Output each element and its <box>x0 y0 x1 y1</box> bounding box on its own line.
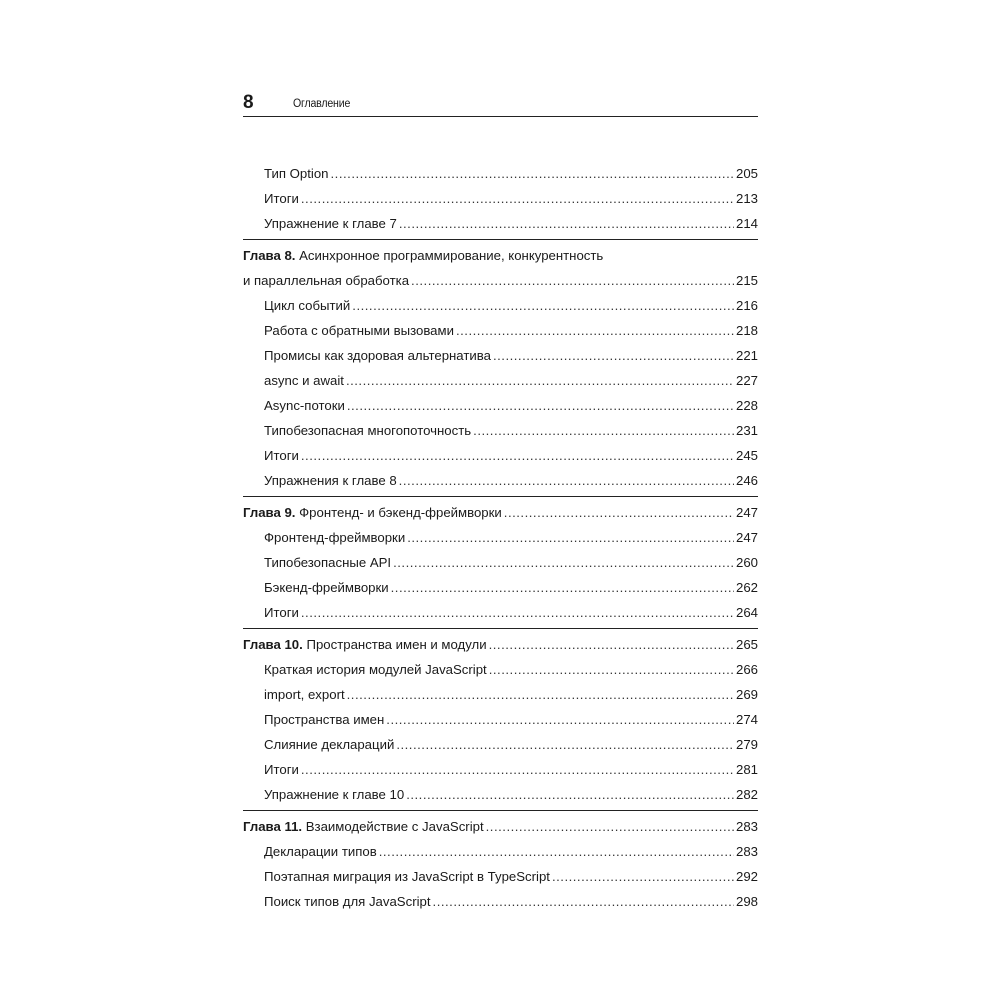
leader-dots <box>486 814 734 839</box>
toc-entry[interactable] <box>243 682 758 707</box>
toc-entry-page: 218 <box>735 323 758 338</box>
toc-entry-page: 213 <box>735 191 758 206</box>
toc-entry[interactable] <box>243 757 758 782</box>
chapter-title-line[interactable] <box>243 243 758 268</box>
chapter-divider <box>243 496 758 497</box>
toc-entry-title: Итоги <box>264 762 299 777</box>
chapter-label: Глава 11. <box>243 819 303 834</box>
chapter-divider <box>243 239 758 240</box>
toc-entry[interactable] <box>243 186 758 211</box>
toc-entry-title: Типобезопасные API <box>264 555 392 570</box>
leader-dots <box>391 575 734 600</box>
toc-entry[interactable] <box>243 889 758 914</box>
toc-entry-title: Тип Option <box>264 166 329 181</box>
chapter-title: Асинхронное программирование, конкурентность <box>295 248 604 263</box>
leader-dots <box>552 864 734 889</box>
leader-dots <box>393 550 734 575</box>
leader-dots <box>386 707 734 732</box>
leader-dots <box>433 889 734 914</box>
toc-entry-title: Упражнения к главе 8 <box>264 473 397 488</box>
leader-dots <box>347 682 734 707</box>
chapter-divider <box>243 628 758 629</box>
chapter-divider <box>243 810 758 811</box>
toc-entry-page: 228 <box>735 398 758 413</box>
toc-entry[interactable] <box>243 657 758 682</box>
leader-dots <box>399 468 734 493</box>
toc-entry-page: 246 <box>735 473 758 488</box>
chapter-11 <box>243 814 758 914</box>
leader-dots <box>301 443 734 468</box>
toc-entry-page: 281 <box>735 762 758 777</box>
leader-dots <box>347 393 734 418</box>
chapter-label: Глава 10. <box>243 637 303 652</box>
toc-entry[interactable] <box>243 525 758 550</box>
toc-entry-title: Краткая история модулей JavaScript <box>264 662 487 677</box>
toc-entry-title: Итоги <box>264 605 299 620</box>
leader-dots <box>493 343 734 368</box>
toc-entry-page: 247 <box>735 530 758 545</box>
toc-entry-title: Бэкенд-фреймворки <box>264 580 389 595</box>
toc-entry-title: Упражнение к главе 10 <box>264 787 405 802</box>
toc-entry-title: Цикл событий <box>264 298 351 313</box>
toc-entry[interactable] <box>243 161 758 186</box>
leader-dots <box>301 600 734 625</box>
chapter-title-line[interactable] <box>243 814 758 839</box>
header-rule <box>243 116 758 117</box>
leader-dots <box>396 732 734 757</box>
chapter-title-cont: и параллельная обработка <box>243 273 410 288</box>
toc-entry-page: 205 <box>735 166 758 181</box>
leader-dots <box>489 657 734 682</box>
toc-entry-title: Промисы как здоровая альтернатива <box>264 348 491 363</box>
toc-entry-page: 214 <box>735 216 758 231</box>
chapter-9 <box>243 500 758 625</box>
toc-entry-page: 221 <box>735 348 758 363</box>
toc-entry[interactable] <box>243 443 758 468</box>
toc-entry-title: Декларации типов <box>264 844 377 859</box>
toc-entry-page: 245 <box>735 448 758 463</box>
leader-dots <box>473 418 734 443</box>
leader-dots <box>407 525 734 550</box>
toc-entry-title: Пространства имен <box>264 712 385 727</box>
toc-entry[interactable] <box>243 550 758 575</box>
toc-entry-title: Поиск типов для JavaScript <box>264 894 431 909</box>
leader-dots <box>456 318 734 343</box>
toc-entry[interactable] <box>243 864 758 889</box>
toc-entry[interactable] <box>243 343 758 368</box>
toc-entry[interactable] <box>243 839 758 864</box>
chapter-title: Пространства имен и модули <box>302 637 487 652</box>
toc-entry[interactable] <box>243 418 758 443</box>
chapter-title-line[interactable] <box>243 500 758 525</box>
toc-entry-page: 216 <box>735 298 758 313</box>
toc-entry-title: import, export <box>264 687 345 702</box>
chapter-label: Глава 8. <box>243 248 296 263</box>
toc-entry-title: Поэтапная миграция из JavaScript в TypeScript <box>264 869 550 884</box>
chapter-8 <box>243 243 758 493</box>
toc-entry-page: 262 <box>735 580 758 595</box>
toc-entry[interactable] <box>243 468 758 493</box>
running-title: Оглавление <box>293 98 351 110</box>
toc-entry-page: 231 <box>735 423 758 438</box>
chapter-title-line[interactable] <box>243 632 758 657</box>
toc-entry[interactable] <box>243 318 758 343</box>
chapter-page: 283 <box>735 819 758 834</box>
toc-entry[interactable] <box>243 293 758 318</box>
toc-entry-title: Фронтенд-фреймворки <box>264 530 406 545</box>
toc-entry[interactable] <box>243 368 758 393</box>
chapter-label: Глава 9. <box>243 505 296 520</box>
leader-dots <box>301 757 734 782</box>
toc-entry-title: Итоги <box>264 448 299 463</box>
leader-dots <box>352 293 734 318</box>
chapter-page: 265 <box>735 637 758 652</box>
toc-entry[interactable] <box>243 782 758 807</box>
chapter-10 <box>243 632 758 807</box>
leader-dots <box>489 632 734 657</box>
toc-entry-page: 274 <box>735 712 758 727</box>
chapter-title: Взаимодействие с JavaScript <box>302 819 484 834</box>
chapter-page: 247 <box>735 505 758 520</box>
chapter-title: Фронтенд- и бэкенд-фреймворки <box>295 505 502 520</box>
toc-entry-title: Работа с обратными вызовами <box>264 323 454 338</box>
toc-entry-page: 292 <box>735 869 758 884</box>
toc-entry-page: 279 <box>735 737 758 752</box>
toc-entry-page: 283 <box>735 844 758 859</box>
leader-dots <box>406 782 734 807</box>
toc-entry-page: 282 <box>735 787 758 802</box>
leader-dots <box>301 186 734 211</box>
leader-dots <box>346 368 734 393</box>
leader-dots <box>379 839 734 864</box>
toc-entry-title: Слияние деклараций <box>264 737 395 752</box>
toc-entry-title: Async-потоки <box>264 398 345 413</box>
toc-entry-title: async и await <box>264 373 344 388</box>
toc-entry-page: 260 <box>735 555 758 570</box>
leader-dots <box>399 211 734 236</box>
page-number: 8 <box>243 92 254 113</box>
toc-entry[interactable] <box>243 575 758 600</box>
chapter-title-line2[interactable] <box>243 268 758 293</box>
toc-entry-page: 227 <box>735 373 758 388</box>
table-of-contents <box>243 161 758 914</box>
leader-dots <box>331 161 734 186</box>
toc-entry[interactable] <box>243 600 758 625</box>
chapter-page: 215 <box>735 273 758 288</box>
toc-entry-page: 264 <box>735 605 758 620</box>
toc-entry-title: Упражнение к главе 7 <box>264 216 397 231</box>
toc-entry[interactable] <box>243 393 758 418</box>
toc-entry[interactable] <box>243 732 758 757</box>
toc-entry[interactable] <box>243 211 758 236</box>
leader-dots <box>411 268 734 293</box>
leader-dots <box>504 500 734 525</box>
toc-entry-page: 269 <box>735 687 758 702</box>
toc-entry-title: Типобезопасная многопоточность <box>264 423 472 438</box>
toc-entry[interactable] <box>243 707 758 732</box>
page-header <box>243 92 758 118</box>
toc-entry-page: 298 <box>735 894 758 909</box>
toc-entry-page: 266 <box>735 662 758 677</box>
toc-entry-title: Итоги <box>264 191 299 206</box>
